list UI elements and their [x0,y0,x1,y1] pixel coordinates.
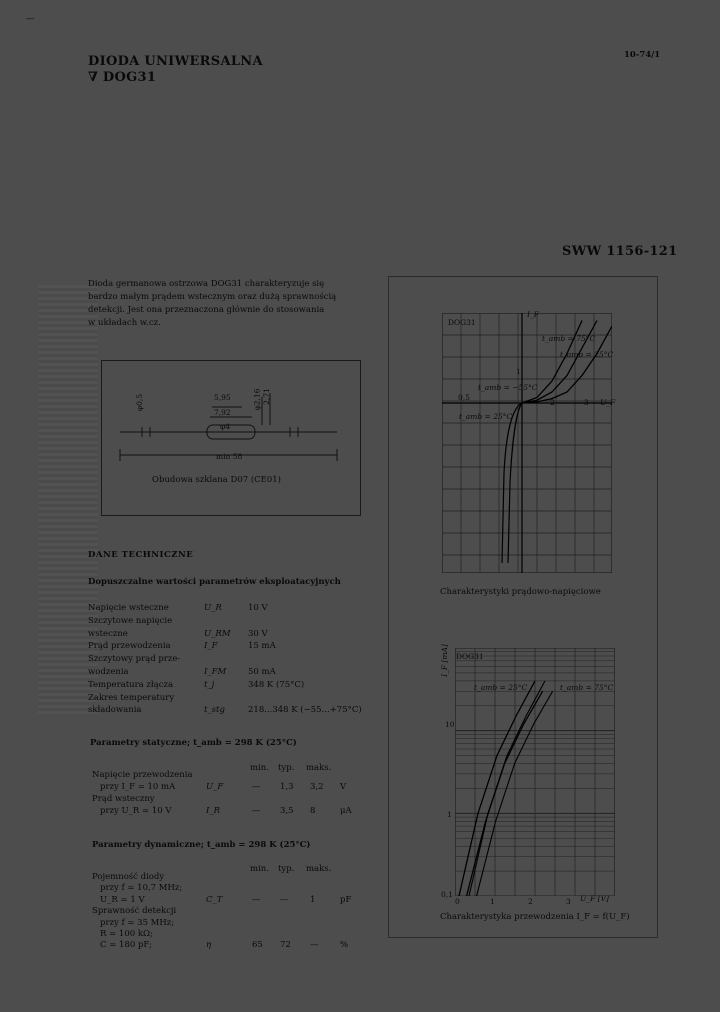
static-row-min: — [252,806,261,816]
tech-row-label: wodzenia [88,667,129,677]
tech-row-symbol: U_R [204,603,222,613]
static-row-typ: 1,3 [280,782,294,792]
dim-dia1: φ2,16 [252,388,262,411]
tech-row-label: Zakres temperatury [88,692,175,703]
static-row-unit: V [340,782,347,792]
static-col-max: maks. [306,763,332,773]
chart1-tick: 3 [584,398,589,407]
dynamic-col-max: maks. [306,864,332,874]
chart1-tick: 1 [516,367,521,376]
chart1-legend-room: t_amb = 25°C [560,350,614,359]
catalog-code: SWW 1156-121 [562,244,678,259]
static-row-label: przy I_F = 10 mA [100,782,176,792]
chart2-label: DOG31 [456,652,484,661]
tech-row-symbol: t_stg [204,705,225,716]
dynamic-row-label: przy f = 10,7 MHz; [100,883,183,894]
package-drawing-box [101,360,361,516]
tech-row-symbol: I_FM [204,667,227,677]
dynamic-row-sym: C_T [206,894,223,905]
dim-min: min 58 [216,452,243,461]
intro-line: Dioda germanowa ostrzowa DOG31 charakteryzuje się [88,279,325,289]
static-col-typ: typ. [278,763,295,773]
chart2-y-tick: 0,1 [441,890,453,899]
dynamic-row-max: — [310,940,319,951]
tech-row-value: 30 V [248,628,268,639]
tech-row-symbol: t_j [204,679,215,690]
intro-paragraph [88,278,358,330]
package-caption: Obudowa szklana D07 (CE01) [152,475,281,485]
chart1-tick: 0,5 [458,393,470,402]
tech-row-label: Szczytowy prąd prze- [88,654,181,665]
chart1-legend-cold: t_amb = −55°C [478,383,538,392]
header-dash: — [26,14,35,24]
static-row-label: przy U_R = 10 V [100,806,172,816]
static-row-max: 8 [310,806,316,816]
dynamic-row-label: Pojemność diody [92,872,165,882]
tech-row-value: 10 V [248,603,268,613]
chart1-label: DOG31 [448,318,476,327]
tech-row-label: Napięcie wsteczne [88,603,169,613]
static-heading: Parametry statyczne; t_amb = 298 K (25°C) [90,738,297,748]
intro-line: bardzo małym prądem wstecznym oraz dużą sprawnością [88,292,337,302]
dynamic-row-unit: % [340,940,349,951]
tech-row-symbol: I_F [204,641,218,652]
dynamic-row-label: przy f = 35 MHz; [100,917,175,928]
device-name: ∇ DOG31 [88,70,157,85]
tech-row-label: Szczytowe napięcie [88,615,173,626]
dim-body: φ4 [220,422,231,431]
chart1-legend-hot: t_amb = 75°C [542,334,596,343]
chart2-x-tick: 0 [455,897,460,906]
dynamic-row-max: 1 [310,894,316,905]
tech-row-symbol: U_RM [204,628,231,639]
tech-row-label: Temperatura złącza [88,679,174,690]
chart1-x-axis: U_F [600,398,616,407]
static-row-label: Napięcie przewodzenia [92,770,193,780]
static-row-sym: U_F [206,782,224,792]
tech-row-value: 15 mA [248,641,276,652]
dynamic-col-min: min. [250,864,269,874]
tech-row-value: 218...348 K (−55...+75°C) [248,705,362,716]
static-row-unit: μA [340,806,352,816]
chart2-caption: Charakterystyka przewodzenia I_F = f(U_F) [440,912,630,922]
static-row-label: Prąd wsteczny [92,794,155,804]
chart2-y-tick: 1 [447,810,452,819]
dynamic-row-label: U_R = 1 V [100,894,145,905]
dynamic-row-typ: 72 [280,940,291,951]
tech-subheading: Dopuszczalne wartości parametrów eksploatacyjnych [88,577,341,587]
page-code: 10-74/1 [624,50,661,60]
static-row-max: 3,2 [310,782,324,792]
dynamic-row-typ: — [280,894,289,905]
tech-row-value: 50 mA [248,667,276,677]
chart1-legend-room-rev: t_amb = 25°C [459,412,513,421]
tech-row-value: 348 K (75°C) [248,679,305,690]
static-row-sym: I_R [206,806,221,816]
dim-len1: 5,95 [214,393,231,402]
chart1-caption: Charakterystyki prądowo-napięciowe [440,587,601,597]
document-title: DIODA UNIWERSALNA [88,54,263,69]
chart2-x-tick: 3 [566,897,571,906]
chart2-legend-hot: t_amb = 75°C [560,683,614,692]
chart2-x-tick: 1 [490,897,495,906]
intro-line: detekcji. Jest ona przeznaczona głównie do stosowania [88,305,325,315]
dynamic-row-unit: pF [340,894,352,905]
tech-row-label: Prąd przewodzenia [88,641,171,652]
tech-heading: DANE TECHNICZNE [88,550,194,560]
dynamic-heading: Parametry dynamiczne; t_amb = 298 K (25°C) [92,840,311,850]
dynamic-row-min: — [252,894,261,905]
chart2-y-tick: 10 [445,720,455,729]
tech-row-label: składowania [88,705,142,716]
package-drawing [102,361,360,515]
chart1-reverse-curve [502,403,522,563]
static-col-min: min. [250,763,269,773]
chart2-legend-room: t_amb = 25°C [474,683,528,692]
chart2-x-axis: U_F [V] [580,894,609,903]
chart1-reverse-curve [508,403,522,563]
dim-len2: 7,92 [214,408,231,417]
static-row-typ: 3,5 [280,806,294,816]
chart2-y-axis: I_F [mA] [439,644,449,677]
tech-row-label: wsteczne [88,628,128,639]
dynamic-row-sym: η [206,940,212,951]
chart1-tick: 2 [550,398,555,407]
static-row-min: — [252,782,261,792]
chart1-y-axis: I_F [527,310,539,319]
chart2-series-line [477,691,553,896]
dynamic-row-label: R = 100 kΩ; [100,929,153,939]
dynamic-row-min: 65 [252,940,263,951]
intro-line: w układach w.cz. [88,318,161,328]
dynamic-row-label: C = 180 pF; [100,940,152,951]
dynamic-col-typ: typ. [278,864,295,874]
dim-dia2: 2,71 [261,388,271,405]
dim-lead: φ0,5 [135,393,145,412]
dynamic-row-label: Sprawność detekcji [92,906,177,917]
chart2-x-tick: 2 [528,897,533,906]
